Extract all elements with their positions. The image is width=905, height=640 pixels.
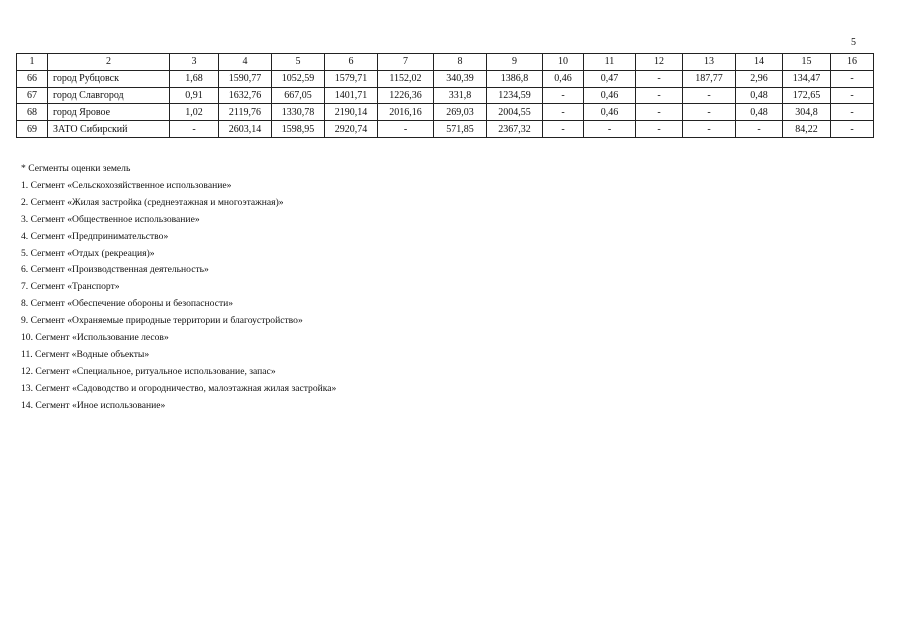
table-cell: 340,39 — [434, 70, 487, 87]
segment-notes — [21, 161, 336, 415]
table-cell: 1234,59 — [487, 87, 543, 104]
table-cell: 67 — [17, 87, 48, 104]
table-cell: - — [683, 87, 736, 104]
column-header: 11 — [584, 54, 636, 71]
note-item: 7. Сегмент «Транспорт» — [21, 281, 120, 293]
note-item: 4. Сегмент «Предпринимательство» — [21, 230, 169, 242]
column-header: 13 — [683, 54, 736, 71]
table-cell: 331,8 — [434, 87, 487, 104]
note-item: 2. Сегмент «Жилая застройка (среднеэтажная и многоэтажная)» — [21, 196, 284, 208]
column-header: 12 — [636, 54, 683, 71]
table-row — [17, 121, 874, 138]
table-cell-municipality: город Яровое — [48, 104, 170, 121]
table-cell: 134,47 — [783, 70, 831, 87]
table-cell: 304,8 — [783, 104, 831, 121]
table-cell: - — [683, 121, 736, 138]
column-header: 10 — [543, 54, 584, 71]
table-cell-municipality: город Рубцовск — [48, 70, 170, 87]
table-cell: - — [831, 104, 874, 121]
table-cell: 187,77 — [683, 70, 736, 87]
note-item: 9. Сегмент «Охраняемые природные территории и благоустройство» — [21, 315, 303, 327]
note-item: 12. Сегмент «Специальное, ритуальное использование, запас» — [21, 365, 276, 377]
column-header: 3 — [170, 54, 219, 71]
table-row — [17, 87, 874, 104]
column-header: 5 — [272, 54, 325, 71]
table-cell: 269,03 — [434, 104, 487, 121]
table-cell: 1,02 — [170, 104, 219, 121]
table-cell: 0,48 — [736, 104, 783, 121]
table-cell: 0,46 — [543, 70, 584, 87]
table-row — [17, 70, 874, 87]
table-cell: 84,22 — [783, 121, 831, 138]
table-cell: 1052,59 — [272, 70, 325, 87]
table-cell: 69 — [17, 121, 48, 138]
column-header: 2 — [48, 54, 170, 71]
table-cell: 1579,71 — [325, 70, 378, 87]
table-cell: 172,65 — [783, 87, 831, 104]
column-header: 4 — [219, 54, 272, 71]
table-cell: - — [543, 121, 584, 138]
table-cell-municipality: ЗАТО Сибирский — [48, 121, 170, 138]
table-cell: - — [831, 87, 874, 104]
note-item: 1. Сегмент «Сельскохозяйственное использование» — [21, 179, 232, 191]
table-cell: 571,85 — [434, 121, 487, 138]
table-cell: 2367,32 — [487, 121, 543, 138]
notes-title: * Сегменты оценки земель — [21, 163, 131, 174]
table-cell: - — [636, 70, 683, 87]
table-cell: 2016,16 — [378, 104, 434, 121]
table-cell: - — [170, 121, 219, 138]
column-header: 7 — [378, 54, 434, 71]
table-cell: 667,05 — [272, 87, 325, 104]
table-cell: - — [378, 121, 434, 138]
column-header: 14 — [736, 54, 783, 71]
land-value-table — [16, 53, 874, 138]
table-cell: 1590,77 — [219, 70, 272, 87]
table-cell: 2,96 — [736, 70, 783, 87]
note-item: 11. Сегмент «Водные объекты» — [21, 348, 150, 360]
table-cell: 1,68 — [170, 70, 219, 87]
table-cell: - — [636, 87, 683, 104]
table-cell: - — [736, 121, 783, 138]
table-cell: 0,91 — [170, 87, 219, 104]
table-cell: 2603,14 — [219, 121, 272, 138]
table-cell: 68 — [17, 104, 48, 121]
table-cell: - — [831, 121, 874, 138]
table-cell: 1598,95 — [272, 121, 325, 138]
column-header: 1 — [17, 54, 48, 71]
table-cell: 0,47 — [584, 70, 636, 87]
table-cell: 0,46 — [584, 104, 636, 121]
table-cell: 66 — [17, 70, 48, 87]
table-cell: 1386,8 — [487, 70, 543, 87]
table-cell: 1401,71 — [325, 87, 378, 104]
table-cell: 2190,14 — [325, 104, 378, 121]
table-cell: 0,48 — [736, 87, 783, 104]
table-cell: 2004,55 — [487, 104, 543, 121]
table-cell: - — [683, 104, 736, 121]
note-item: 3. Сегмент «Общественное использование» — [21, 213, 200, 225]
table-header-row — [17, 54, 874, 71]
column-header: 9 — [487, 54, 543, 71]
note-item: 5. Сегмент «Отдых (рекреация)» — [21, 247, 155, 259]
page-number: 5 — [851, 37, 856, 48]
table-cell: 0,46 — [584, 87, 636, 104]
table-cell: 2920,74 — [325, 121, 378, 138]
table-cell: 1152,02 — [378, 70, 434, 87]
note-item: 13. Сегмент «Садоводство и огородничество, малоэтажная жилая застройка» — [21, 382, 337, 394]
table-cell: - — [543, 87, 584, 104]
table-cell: - — [831, 70, 874, 87]
table-cell: 2119,76 — [219, 104, 272, 121]
table-cell-municipality: город Славгород — [48, 87, 170, 104]
note-item: 10. Сегмент «Использование лесов» — [21, 332, 169, 344]
note-item: 14. Сегмент «Иное использование» — [21, 399, 166, 411]
table-cell: - — [543, 104, 584, 121]
note-item: 6. Сегмент «Производственная деятельность» — [21, 264, 209, 276]
column-header: 8 — [434, 54, 487, 71]
table-cell: 1226,36 — [378, 87, 434, 104]
note-item: 8. Сегмент «Обеспечение обороны и безопасности» — [21, 298, 234, 310]
table-cell: - — [636, 121, 683, 138]
table-cell: - — [636, 104, 683, 121]
table-cell: 1330,78 — [272, 104, 325, 121]
column-header: 6 — [325, 54, 378, 71]
table-cell: 1632,76 — [219, 87, 272, 104]
table-cell: - — [584, 121, 636, 138]
column-header: 15 — [783, 54, 831, 71]
column-header: 16 — [831, 54, 874, 71]
table-row — [17, 104, 874, 121]
